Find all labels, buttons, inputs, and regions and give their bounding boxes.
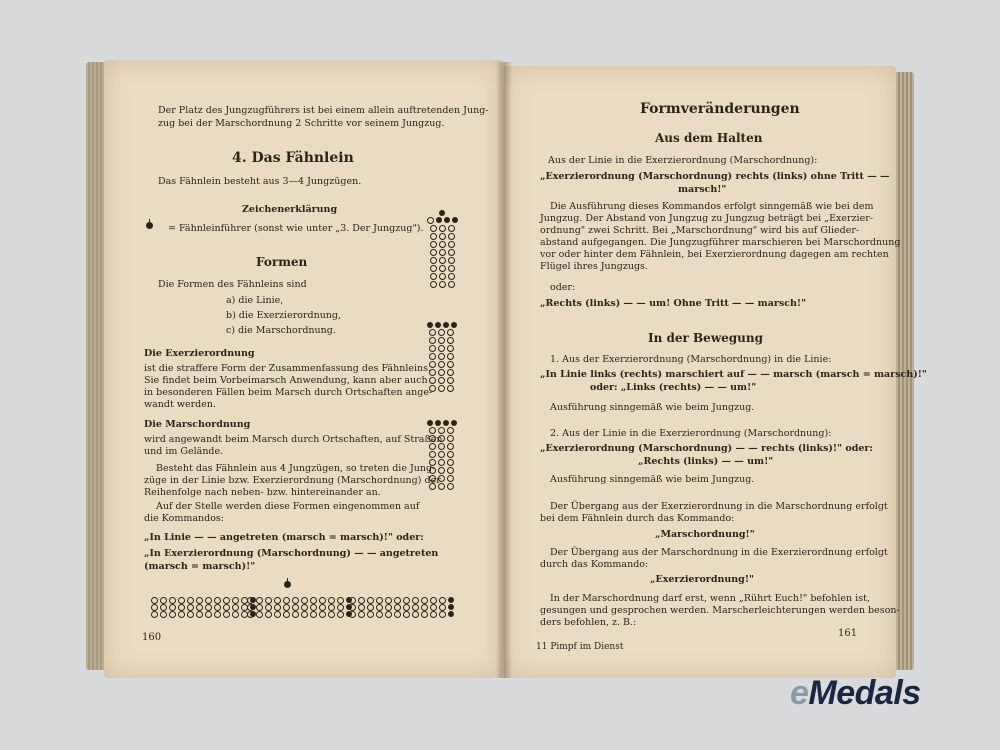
member-mark [429, 361, 436, 368]
member-mark [358, 604, 365, 611]
member-mark [448, 225, 455, 232]
member-mark [214, 604, 221, 611]
right-oder: oder: [550, 282, 576, 293]
member-mark [430, 225, 437, 232]
right-p5: 2. Aus der Linie in die Exerzierordnung (Marschordnung): [550, 428, 832, 439]
member-mark [301, 611, 308, 618]
member-mark [274, 604, 281, 611]
formation-diagram-linie [426, 210, 458, 288]
member-mark [169, 597, 176, 604]
member-mark [292, 604, 299, 611]
footer-signature: 11 Pimpf im Dienst [536, 642, 624, 652]
member-mark [438, 467, 445, 474]
formation-row [429, 273, 455, 280]
right-cmd2: „Rechts (links) — — um! Ohne Tritt — — marsch!" [540, 298, 807, 309]
member-mark [178, 597, 185, 604]
formation-row [429, 369, 455, 376]
member-mark [430, 597, 437, 604]
member-mark [265, 597, 272, 604]
member-mark [256, 597, 263, 604]
member-mark [412, 611, 419, 618]
member-mark [447, 369, 454, 376]
formation-head-row [426, 217, 458, 224]
member-mark [169, 604, 176, 611]
member-mark [439, 249, 446, 256]
member-mark [292, 597, 299, 604]
member-mark [448, 273, 455, 280]
member-mark [447, 361, 454, 368]
member-mark [151, 597, 158, 604]
member-mark [429, 451, 436, 458]
marsch-title: Die Marschordnung [144, 419, 251, 430]
formation-diagram-exerzierordnung [426, 322, 457, 392]
member-mark [358, 597, 365, 604]
member-mark [187, 611, 194, 618]
member-mark [412, 604, 419, 611]
member-mark [412, 597, 419, 604]
leader-icon [146, 219, 154, 229]
member-mark [385, 611, 392, 618]
member-mark [187, 597, 194, 604]
right-p8-line-1: Der Übergang aus der Marschordnung in die Exerzierordnung erfolgt [550, 547, 888, 558]
member-mark [447, 443, 454, 450]
member-mark [430, 611, 437, 618]
member-mark [421, 604, 428, 611]
leader-mark [443, 420, 449, 426]
right-cmd3-line-1: „In Linie links (rechts) marschiert auf — — marsch (marsch = marsch)!" [540, 369, 927, 380]
member-mark [376, 611, 383, 618]
formation-row [429, 345, 455, 352]
member-mark [448, 265, 455, 272]
intro-line-1: Der Platz des Jungzugführers ist bei einem allein auftretenden Jung- [158, 105, 489, 116]
member-mark [447, 427, 454, 434]
member-mark [283, 597, 290, 604]
member-mark [429, 443, 436, 450]
member-mark [439, 597, 446, 604]
right-cmd3-line-2: oder: „Links (rechts) — — um!" [590, 382, 757, 393]
member-mark [385, 597, 392, 604]
right-p2-line-4: abstand aufgegangen. Die Jungzugführer marschieren bei Marschordnung [540, 237, 901, 248]
leader-mark [451, 420, 457, 426]
sub-halten: Aus dem Halten [655, 131, 763, 145]
leader-mark [448, 597, 454, 603]
member-mark [447, 451, 454, 458]
member-mark [385, 604, 392, 611]
member-mark [376, 597, 383, 604]
legend-title: Zeichenerklärung [242, 204, 338, 215]
exer-line-1: ist die straffere Form der Zusammenfassung des Fähnleins. [144, 363, 432, 374]
member-mark [421, 611, 428, 618]
member-mark [447, 337, 454, 344]
member-mark [214, 611, 221, 618]
right-p1: Aus der Linie in die Exerzierordnung (Marschordnung): [548, 155, 818, 166]
member-mark [438, 345, 445, 352]
member-mark [447, 459, 454, 466]
member-mark [439, 257, 446, 264]
right-cmd6: „Exerzierordnung!" [650, 574, 754, 585]
command-exer-line-2: (marsch = marsch)!" [144, 561, 256, 572]
formation-line [348, 597, 454, 604]
formation-line [150, 604, 256, 611]
member-mark [232, 611, 239, 618]
page-number-right: 161 [838, 628, 858, 639]
member-mark [187, 604, 194, 611]
formen-item-a: a) die Linie, [226, 295, 284, 306]
formation-head-row [426, 420, 457, 426]
right-cmd1-line-2: marsch!" [678, 184, 727, 195]
member-mark [349, 604, 356, 611]
besteht-line-3: Reihenfolge nach neben- bzw. hintereinander an. [144, 487, 381, 498]
formation-row [429, 451, 455, 458]
formation-row [429, 435, 455, 442]
member-mark [429, 435, 436, 442]
member-mark [448, 257, 455, 264]
marsch-line-2: und im Gelände. [144, 446, 224, 457]
section-title: 4. Das Fähnlein [232, 150, 354, 166]
member-mark [328, 597, 335, 604]
member-mark [448, 249, 455, 256]
right-p7-line-2: bei dem Fähnlein durch das Kommando: [540, 513, 735, 524]
formation-row [429, 353, 455, 360]
member-mark [438, 369, 445, 376]
legend-text: = Fähnleinführer (sonst wie unter „3. Der Jungzug"). [168, 223, 424, 234]
emedals-logo: eMedals [790, 674, 921, 712]
member-mark [319, 611, 326, 618]
leader-mark [436, 217, 442, 223]
member-mark [232, 604, 239, 611]
member-mark [319, 597, 326, 604]
besteht-line-2: züge in der Linie bzw. Exerzierordnung (Marschordnung) der [144, 475, 441, 486]
member-mark [403, 604, 410, 611]
right-p6: Ausführung sinngemäß wie beim Jungzug. [550, 474, 755, 485]
member-mark [439, 604, 446, 611]
member-mark [430, 273, 437, 280]
member-mark [196, 597, 203, 604]
formation-row [429, 475, 455, 482]
member-mark [438, 353, 445, 360]
member-mark [223, 604, 230, 611]
member-mark [394, 611, 401, 618]
member-mark [403, 597, 410, 604]
formen-item-c: c) die Marschordnung. [226, 325, 336, 336]
besteht-line-1: Besteht das Fähnlein aus 4 Jungzügen, so treten die Jung- [156, 463, 436, 474]
member-mark [337, 611, 344, 618]
member-mark [310, 604, 317, 611]
member-mark [283, 611, 290, 618]
formation-row [429, 427, 455, 434]
member-mark [429, 329, 436, 336]
right-p2-line-2: Jungzug. Der Abstand von Jungzug zu Jungzug beträgt bei „Exerzier- [540, 213, 873, 224]
formation-row [429, 249, 455, 256]
member-mark [439, 281, 446, 288]
member-mark [429, 345, 436, 352]
member-mark [265, 604, 272, 611]
leader-mark [439, 210, 445, 216]
member-mark [439, 273, 446, 280]
formation-row-1 [150, 597, 256, 618]
exer-line-3: in besonderen Fällen beim Marsch durch Ortschaften ange- [144, 387, 433, 398]
right-cmd4-line-2: „Rechts (links) — — um!" [638, 456, 774, 467]
member-mark [196, 604, 203, 611]
member-mark [430, 281, 437, 288]
member-mark [160, 597, 167, 604]
member-mark [438, 329, 445, 336]
sub-bewegung: In der Bewegung [648, 331, 764, 345]
member-mark [430, 233, 437, 240]
right-p7-line-1: Der Übergang aus der Exerzierordnung in die Marschordnung erfolgt [550, 501, 888, 512]
stelle-line-1: Auf der Stelle werden diese Formen eingenommen auf [156, 501, 420, 512]
member-mark [247, 611, 254, 618]
formation-line [150, 597, 256, 604]
member-mark [274, 611, 281, 618]
leader-icon-bottom [284, 578, 292, 588]
member-mark [358, 611, 365, 618]
leader-mark [443, 322, 449, 328]
leader-mark [444, 217, 450, 223]
leader-mark [427, 420, 433, 426]
right-p9-line-3: ders befohlen, z. B.: [540, 617, 637, 628]
member-mark [447, 345, 454, 352]
member-mark [169, 611, 176, 618]
member-mark [205, 604, 212, 611]
member-mark [376, 604, 383, 611]
exer-title: Die Exerzierordnung [144, 348, 255, 359]
member-mark [430, 249, 437, 256]
formation-row-3 [348, 597, 454, 618]
member-mark [439, 233, 446, 240]
member-mark [447, 377, 454, 384]
member-mark [438, 435, 445, 442]
formation-row [429, 265, 455, 272]
leader-mark [448, 611, 454, 617]
formation-row [429, 467, 455, 474]
member-mark [447, 483, 454, 490]
leader-mark [451, 322, 457, 328]
member-mark [429, 369, 436, 376]
formation-row [429, 337, 455, 344]
member-mark [205, 597, 212, 604]
member-mark [265, 611, 272, 618]
leader-mark [448, 604, 454, 610]
formation-line [150, 611, 256, 618]
member-mark [447, 475, 454, 482]
exer-line-2: Sie findet beim Vorbeimarsch Anwendung, kann aber auch [144, 375, 428, 386]
member-mark [367, 597, 374, 604]
member-mark [349, 597, 356, 604]
member-mark [337, 604, 344, 611]
formation-row [429, 241, 455, 248]
right-p3: 1. Aus der Exerzierordnung (Marschordnung) in die Linie: [550, 354, 832, 365]
right-p2-line-3: ordnung" zwei Schritt. Bei „Marschordnung" wird bis auf Glieder- [540, 225, 860, 236]
member-mark [283, 604, 290, 611]
page-number-left: 160 [142, 632, 162, 643]
member-mark [178, 604, 185, 611]
member-mark [301, 604, 308, 611]
member-mark [447, 353, 454, 360]
member-mark [205, 611, 212, 618]
stelle-line-2: die Kommandos: [144, 513, 224, 524]
formation-line [348, 611, 454, 618]
formation-row [429, 257, 455, 264]
formen-item-b: b) die Exerzierordnung, [226, 310, 342, 321]
member-mark [439, 265, 446, 272]
member-mark [439, 225, 446, 232]
member-mark [430, 257, 437, 264]
member-mark [403, 611, 410, 618]
member-mark [447, 467, 454, 474]
leader-mark [427, 322, 433, 328]
member-mark [438, 337, 445, 344]
formation-row [429, 483, 455, 490]
member-mark [367, 611, 374, 618]
formation-diagram-marschordnung [426, 420, 457, 490]
formation-row [429, 361, 455, 368]
member-mark [232, 597, 239, 604]
formation-row [429, 459, 455, 466]
member-mark [448, 233, 455, 240]
formation-row [429, 377, 455, 384]
member-mark [160, 604, 167, 611]
member-mark [438, 443, 445, 450]
right-p4: Ausführung sinngemäß wie beim Jungzug. [550, 402, 755, 413]
member-mark [214, 597, 221, 604]
member-mark [429, 385, 436, 392]
member-mark [151, 611, 158, 618]
member-mark [301, 597, 308, 604]
member-mark [438, 377, 445, 384]
right-cmd5: „Marschordnung!" [655, 529, 755, 540]
right-title: Formveränderungen [640, 101, 800, 117]
right-p9-line-2: gesungen und gesprochen werden. Marscherleichterungen werden beson- [540, 605, 900, 616]
formation-leader-row [439, 210, 446, 216]
right-cmd1-line-1: „Exerzierordnung (Marschordnung) rechts (links) ohne Tritt — — [540, 171, 890, 182]
member-mark [223, 611, 230, 618]
exer-line-4: wandt werden. [144, 399, 216, 410]
member-mark [196, 611, 203, 618]
member-mark [438, 451, 445, 458]
member-mark [247, 597, 254, 604]
member-mark [448, 281, 455, 288]
member-mark [310, 611, 317, 618]
formation-row [429, 281, 455, 288]
member-mark [328, 604, 335, 611]
formation-row [429, 385, 455, 392]
intro-line-2: zug bei der Marschordnung 2 Schritte vor seinem Jungzug. [158, 118, 445, 129]
member-mark [429, 337, 436, 344]
member-mark [439, 611, 446, 618]
member-mark [430, 604, 437, 611]
member-mark [328, 611, 335, 618]
formen-title: Formen [256, 255, 308, 269]
member-mark [429, 377, 436, 384]
formation-row [429, 225, 455, 232]
member-mark [430, 241, 437, 248]
member-mark [427, 217, 434, 224]
member-mark [429, 483, 436, 490]
formen-intro: Die Formen des Fähnleins sind [158, 279, 307, 290]
member-mark [438, 459, 445, 466]
member-mark [447, 329, 454, 336]
member-mark [292, 611, 299, 618]
member-mark [394, 597, 401, 604]
member-mark [274, 597, 281, 604]
member-mark [438, 427, 445, 434]
member-mark [429, 427, 436, 434]
formation-line [246, 597, 352, 604]
right-p2-line-5: vor oder hinter dem Fähnlein, bei Exerzierordnung dagegen am rechten [540, 249, 889, 260]
member-mark [310, 597, 317, 604]
member-mark [448, 241, 455, 248]
member-mark [430, 265, 437, 272]
member-mark [367, 604, 374, 611]
command-exer-line-1: „In Exerzierordnung (Marschordnung) — — angetreten [144, 548, 439, 559]
formation-row-2 [246, 597, 352, 618]
command-linie: „In Linie — — angetreten (marsch = marsch)!" oder: [144, 532, 424, 543]
member-mark [247, 604, 254, 611]
right-p2-line-1: Die Ausführung dieses Kommandos erfolgt sinngemäß wie bei dem [550, 201, 874, 212]
member-mark [429, 475, 436, 482]
member-mark [223, 597, 230, 604]
formation-row [429, 329, 455, 336]
member-mark [438, 385, 445, 392]
leader-mark [435, 420, 441, 426]
member-mark [160, 611, 167, 618]
member-mark [256, 611, 263, 618]
right-p8-line-2: durch das Kommando: [540, 559, 649, 570]
member-mark [349, 611, 356, 618]
member-mark [256, 604, 263, 611]
member-mark [421, 597, 428, 604]
right-p2-line-6: Flügel ihres Jungzugs. [540, 261, 648, 272]
member-mark [438, 483, 445, 490]
member-mark [447, 435, 454, 442]
member-mark [337, 597, 344, 604]
member-mark [178, 611, 185, 618]
member-mark [439, 241, 446, 248]
member-mark [447, 385, 454, 392]
right-p9-line-1: In der Marschordnung darf erst, wenn „Rührt Euch!" befohlen ist, [550, 593, 870, 604]
formation-row [429, 233, 455, 240]
marsch-line-1: wird angewandt beim Marsch durch Ortschaften, auf Straßen [144, 434, 443, 445]
member-mark [429, 353, 436, 360]
member-mark [438, 475, 445, 482]
formation-head-row [426, 322, 457, 328]
formation-row [429, 443, 455, 450]
right-cmd4-line-1: „Exerzierordnung (Marschordnung) — — rechts (links)!" oder: [540, 443, 873, 454]
formation-line [348, 604, 454, 611]
section-sub: Das Fähnlein besteht aus 3—4 Jungzügen. [158, 176, 362, 187]
member-mark [429, 467, 436, 474]
member-mark [438, 361, 445, 368]
book-gutter [496, 62, 512, 678]
formation-line [246, 604, 352, 611]
member-mark [394, 604, 401, 611]
member-mark [151, 604, 158, 611]
formation-line [246, 611, 352, 618]
leader-mark [452, 217, 458, 223]
member-mark [319, 604, 326, 611]
member-mark [429, 459, 436, 466]
leader-mark [435, 322, 441, 328]
